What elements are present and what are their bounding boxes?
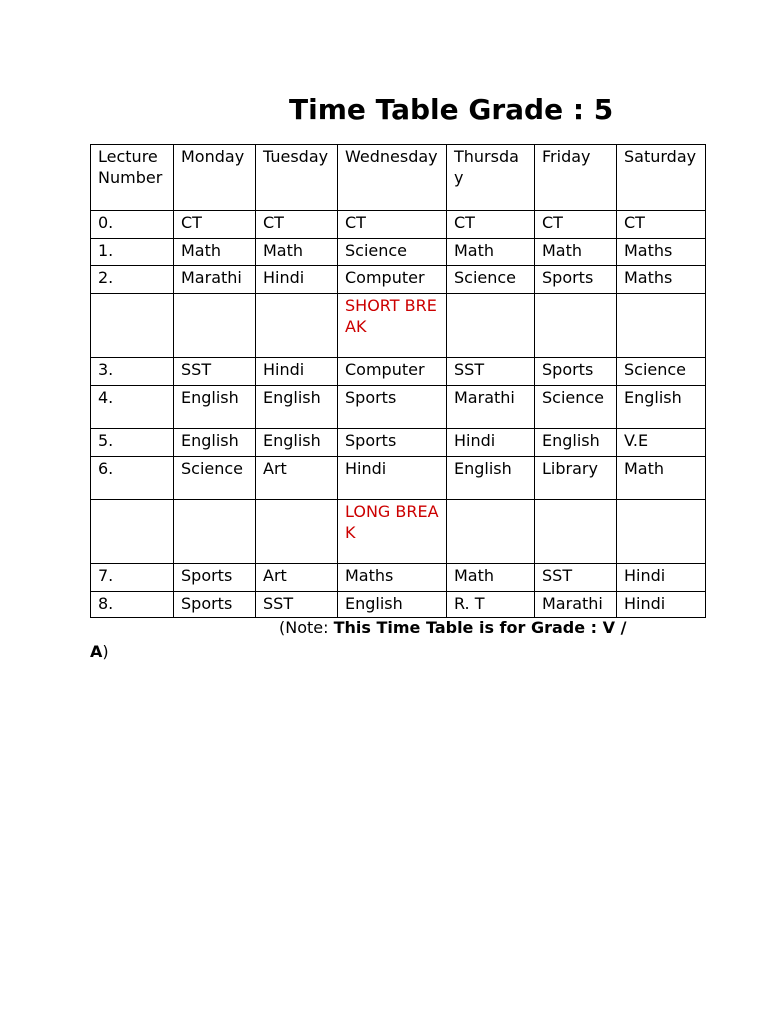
header-cell-friday: Friday: [535, 145, 617, 211]
table-cell: English: [256, 386, 338, 429]
table-cell: Math: [535, 239, 617, 266]
lecture-number-cell: [91, 294, 174, 358]
lecture-number-cell: 1.: [91, 239, 174, 266]
short-break-row: [91, 294, 706, 358]
table-cell: English: [338, 592, 447, 618]
table-cell: Hindi: [617, 592, 706, 618]
short-break-label: SHORT BREAK: [338, 294, 447, 358]
table-cell: Sports: [338, 429, 447, 457]
lecture-number-cell: 4.: [91, 386, 174, 429]
table-cell: Math: [617, 457, 706, 500]
lecture-number-cell: 6.: [91, 457, 174, 500]
table-cell: Science: [174, 457, 256, 500]
header-cell-saturday: Saturday: [617, 145, 706, 211]
table-cell: Sports: [535, 266, 617, 294]
table-cell: Math: [447, 239, 535, 266]
table-row: [91, 386, 706, 429]
header-cell-wednesday: Wednesday: [338, 145, 447, 211]
table-cell: Marathi: [174, 266, 256, 294]
lecture-number-cell: 7.: [91, 564, 174, 592]
table-cell: Science: [447, 266, 535, 294]
table-cell: Sports: [174, 592, 256, 618]
table-cell: [447, 294, 535, 358]
table-cell: [256, 294, 338, 358]
table-cell: Sports: [535, 358, 617, 386]
header-cell-lecture-number: Lecture Number: [91, 145, 174, 211]
table-cell: CT: [338, 211, 447, 239]
table-cell: Maths: [617, 266, 706, 294]
table-cell: [535, 294, 617, 358]
note-suffix: ): [102, 642, 109, 661]
table-cell: SST: [535, 564, 617, 592]
table-cell: Computer: [338, 266, 447, 294]
note-text: [279, 617, 626, 638]
table-cell: Math: [447, 564, 535, 592]
table-row: [91, 592, 706, 618]
table-cell: Hindi: [617, 564, 706, 592]
table-cell: Science: [617, 358, 706, 386]
header-cell-tuesday: Tuesday: [256, 145, 338, 211]
long-break-row: [91, 500, 706, 564]
table-cell: V.E: [617, 429, 706, 457]
header-cell-thursday: Thursday: [447, 145, 535, 211]
table-cell: [174, 294, 256, 358]
table-cell: CT: [617, 211, 706, 239]
page-title: Time Table Grade : 5: [289, 93, 614, 126]
table-cell: Marathi: [535, 592, 617, 618]
table-cell: Hindi: [447, 429, 535, 457]
table-cell: Maths: [617, 239, 706, 266]
header-row: [91, 145, 706, 211]
table-cell: English: [174, 386, 256, 429]
table-cell: [617, 500, 706, 564]
table-cell: [535, 500, 617, 564]
table-cell: CT: [256, 211, 338, 239]
table-cell: Art: [256, 457, 338, 500]
table-cell: Hindi: [338, 457, 447, 500]
table-cell: [617, 294, 706, 358]
lecture-number-cell: 8.: [91, 592, 174, 618]
table-cell: Science: [338, 239, 447, 266]
table-cell: Computer: [338, 358, 447, 386]
table-row: [91, 429, 706, 457]
table-cell: [256, 500, 338, 564]
lecture-number-cell: [91, 500, 174, 564]
table-cell: SST: [174, 358, 256, 386]
table-cell: English: [256, 429, 338, 457]
table-cell: [447, 500, 535, 564]
lecture-number-cell: 0.: [91, 211, 174, 239]
table-cell: SST: [447, 358, 535, 386]
long-break-label: LONG BREAK: [338, 500, 447, 564]
table-cell: English: [535, 429, 617, 457]
table-cell: Library: [535, 457, 617, 500]
table-cell: [174, 500, 256, 564]
table-cell: SST: [256, 592, 338, 618]
note-bold-text: This Time Table is for Grade : V /: [333, 618, 627, 637]
table-cell: Marathi: [447, 386, 535, 429]
note-text-continued: [90, 641, 109, 662]
table-cell: English: [174, 429, 256, 457]
table-row: [91, 266, 706, 294]
lecture-number-cell: 3.: [91, 358, 174, 386]
table-cell: Math: [174, 239, 256, 266]
table-row: [91, 457, 706, 500]
table-cell: Science: [535, 386, 617, 429]
table-cell: Maths: [338, 564, 447, 592]
table-row: [91, 211, 706, 239]
table-cell: Sports: [174, 564, 256, 592]
table-row: [91, 239, 706, 266]
table-cell: Sports: [338, 386, 447, 429]
table-cell: R. T: [447, 592, 535, 618]
lecture-number-cell: 2.: [91, 266, 174, 294]
table-cell: English: [447, 457, 535, 500]
table-row: [91, 358, 706, 386]
table-cell: CT: [535, 211, 617, 239]
table-cell: Hindi: [256, 358, 338, 386]
table-row: [91, 564, 706, 592]
note-prefix: (Note:: [279, 618, 334, 637]
table-cell: CT: [447, 211, 535, 239]
table-cell: Art: [256, 564, 338, 592]
table-cell: Hindi: [256, 266, 338, 294]
table-cell: Math: [256, 239, 338, 266]
lecture-number-cell: 5.: [91, 429, 174, 457]
table-cell: CT: [174, 211, 256, 239]
header-cell-monday: Monday: [174, 145, 256, 211]
table-cell: English: [617, 386, 706, 429]
note-bold-text-continued: A: [90, 642, 103, 661]
timetable: [90, 144, 706, 618]
